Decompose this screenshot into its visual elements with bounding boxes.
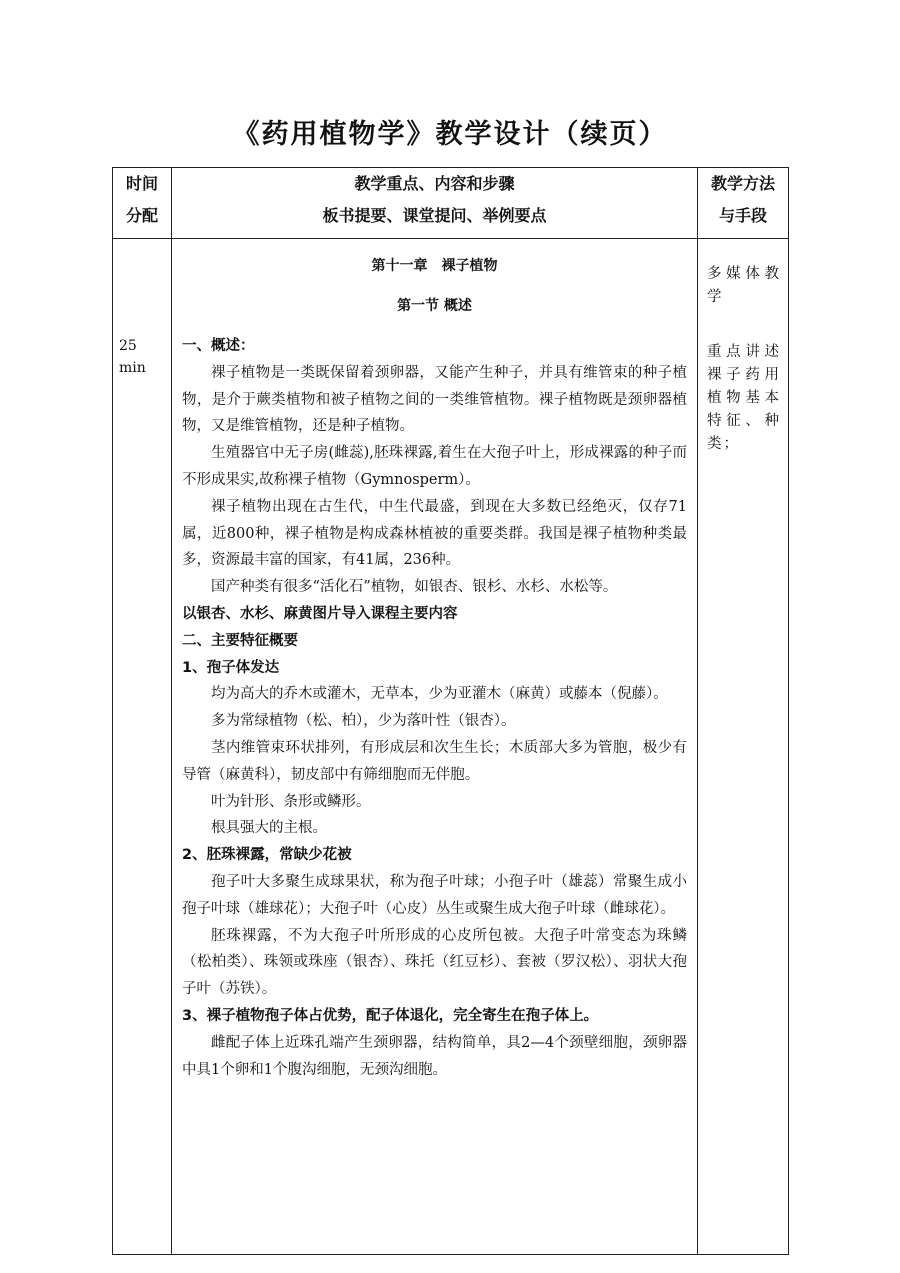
- paragraph-7: 茎内维管束环状排列，有形成层和次生生长；木质部大多为管胞，极少有导管（麻黄科），韧皮部中有筛细胞而无伴胞。: [182, 739, 687, 783]
- method-1: 多媒体教学: [707, 266, 781, 305]
- subheading-gametophyte: 3、裸子植物孢子体占优势，配子体退化，完全寄生在孢子体上。: [182, 1007, 599, 1024]
- heading-overview: 一、概述：: [182, 338, 255, 354]
- paragraph-10: 孢子叶大多聚生成球果状，称为孢子叶球；小孢子叶（雄蕊）常聚生成小孢子叶球（雄球花）；大孢子叶（心皮）丛生或聚生成大孢子叶球（雌球花）。: [182, 873, 687, 917]
- subheading-ovule: 2、胚珠裸露，常缺少花被: [182, 847, 352, 864]
- time-value: 25: [119, 338, 137, 354]
- paragraph-5: 均为高大的乔木或灌木，无草本，少为亚灌木（麻黄）或藤本（倪藤）。: [211, 686, 668, 703]
- header-time-line1: 时间: [125, 174, 158, 193]
- section-title: 第一节 概述: [397, 298, 472, 314]
- time-unit: min: [119, 360, 146, 376]
- subheading-sporophyte: 1、孢子体发达: [182, 659, 280, 676]
- header-content: [172, 168, 698, 239]
- table-body-row: [113, 239, 789, 1255]
- header-content-line2: 板书提要、课堂提问、举例要点: [322, 206, 547, 225]
- paragraph-12: 雌配子体上近珠孔端产生颈卵器，结构简单，具2—4个颈壁细胞，颈卵器中具1个卵和1个腹沟细胞，无颈沟细胞。: [182, 1034, 687, 1078]
- time-allocation-cell: [113, 239, 172, 1255]
- paragraph-3: 裸子植物出现在古生代，中生代最盛，到现在大多数已经绝灭，仅存71属，近800种，裸子植物是构成森林植被的重要类群。我国是裸子植物种类最多，资源最丰富的国家，有41属，236种。: [182, 498, 687, 569]
- intro-note: 以银杏、水杉、麻黄图片导入课程主要内容: [182, 605, 458, 622]
- header-method: [698, 168, 789, 239]
- paragraph-9: 根具强大的主根。: [211, 820, 327, 837]
- paragraph-1: 裸子植物是一类既保留着颈卵器，又能产生种子，并具有维管束的种子植物，是介于蕨类植物和被子植物之间的一类维管植物。裸子植物既是颈卵器植物，又是维管植物，还是种子植物。: [182, 364, 687, 435]
- paragraph-6: 多为常绿植物（松、柏），少为落叶性（银杏）。: [211, 713, 516, 730]
- header-method-line1: 教学方法: [710, 174, 775, 193]
- paragraph-8: 叶为针形、条形或鳞形。: [211, 793, 371, 810]
- header-time: [113, 168, 172, 239]
- chapter-title: 第十一章 裸子植物: [371, 258, 498, 274]
- header-content-line1: 教学重点、内容和步骤: [354, 174, 515, 193]
- paragraph-4: 国产种类有很多“活化石”植物，如银杏、银杉、水杉、水松等。: [211, 579, 618, 596]
- teaching-plan-table: [112, 167, 789, 1255]
- document-title: 《药用植物学》教学设计（续页）: [232, 119, 668, 150]
- method-cell: [698, 239, 789, 1255]
- content-cell: [172, 239, 698, 1255]
- paragraph-11: 胚珠裸露，不为大孢子叶所形成的心皮所包被。大孢子叶常变态为珠鳞（松柏类）、珠领或珠座（银杏）、珠托（红豆杉）、套被（罗汉松）、羽状大孢子叶（苏铁）。: [182, 927, 687, 998]
- table-header-row: [113, 168, 789, 239]
- method-2: 重点讲述裸子药用植物基本特征、种类；: [707, 344, 781, 452]
- header-method-line2: 与手段: [718, 206, 767, 225]
- paragraph-2: 生殖器官中无子房(雌蕊),胚珠裸露,着生在大孢子叶上，形成裸露的种子而不形成果实,故称裸子植物（Gymnosperm）。: [182, 445, 687, 488]
- header-time-line2: 分配: [125, 206, 158, 225]
- heading-features: 二、主要特征概要: [182, 632, 298, 649]
